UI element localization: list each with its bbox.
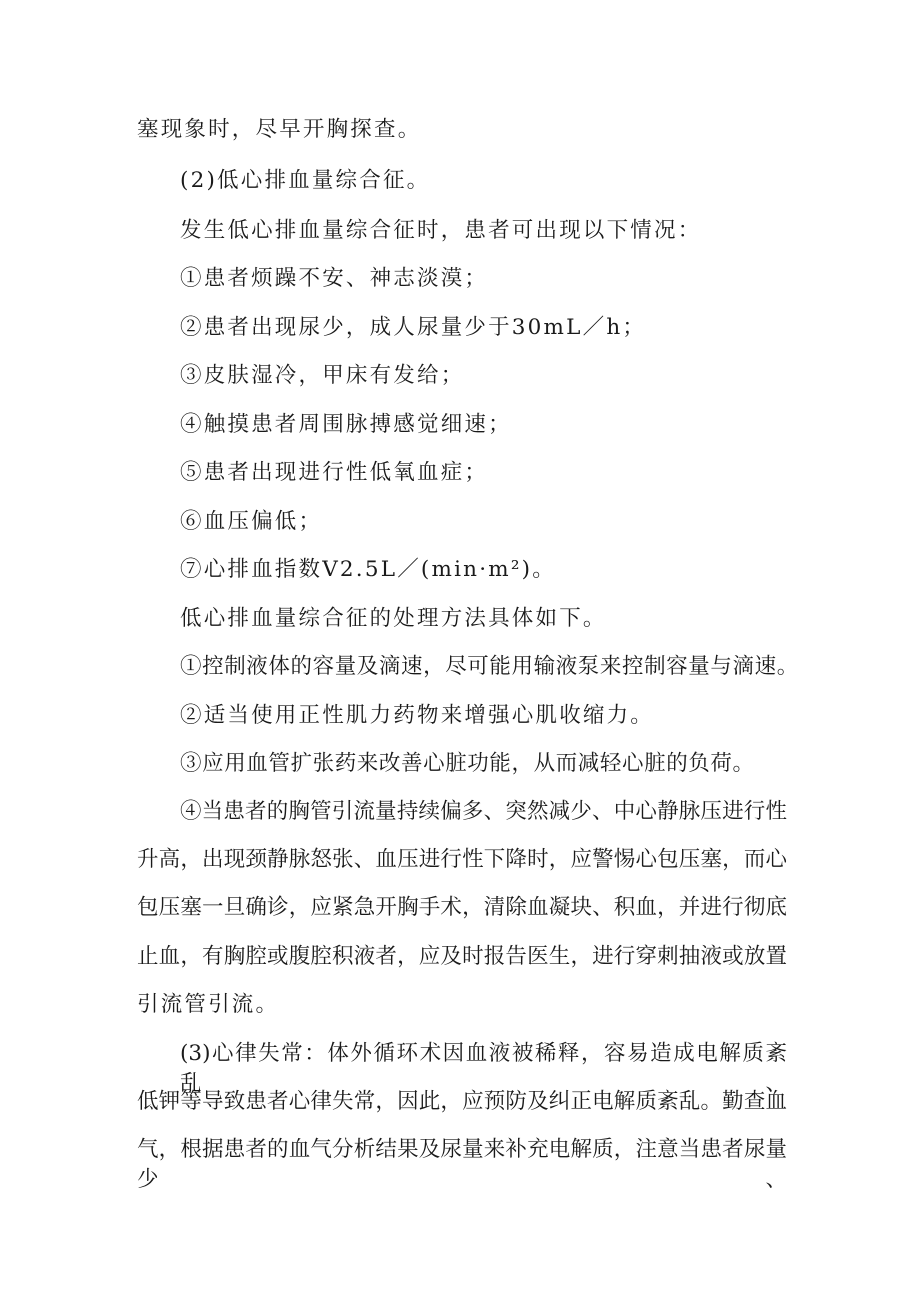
list-item: ②患者出现尿少，成人尿量少于30mL／h； bbox=[180, 315, 647, 340]
text-line: 升高，出现颈静脉怒张、血压进行性下降时，应警惕心包压塞，而心 bbox=[137, 847, 787, 872]
text-line: 低钾等导致患者心律失常，因此，应预防及纠正电解质紊乱。勤查血 bbox=[137, 1089, 787, 1114]
text-line: 引流管引流。 bbox=[137, 992, 280, 1017]
list-item: ①患者烦躁不安、神志淡漠； bbox=[180, 266, 489, 291]
list-item: ⑤患者出现进行性低氧血症； bbox=[180, 460, 489, 485]
list-item: ④触摸患者周围脉搏感觉细速； bbox=[180, 412, 512, 437]
list-item: ③应用血管扩张药来改善心脏功能，从而减轻心脏的负荷。 bbox=[180, 751, 755, 776]
list-item: ②适当使用正性肌力药物来增强心肌收缩力。 bbox=[180, 703, 655, 728]
text-line: 发生低心排血量综合征时，患者可出现以下情况： bbox=[180, 218, 702, 243]
list-item: ⑦心排血指数V2.5L／(min·m²)。 bbox=[180, 557, 556, 582]
text-line: 止血，有胸腔或腹腔积液者，应及时报告医生，进行穿刺抽液或放置 bbox=[137, 944, 787, 969]
list-item: ⑥血压偏低； bbox=[180, 509, 323, 534]
text-line: 气，根据患者的血气分析结果及尿量来补充电解质，注意当患者尿量少、 bbox=[137, 1137, 787, 1192]
section-heading: (2)低心排血量综合征。 bbox=[180, 168, 431, 193]
section-heading: (3)心律失常：体外循环术因血液被稀释，容易造成电解质紊乱、 bbox=[180, 1041, 787, 1096]
text-line: 塞现象时，尽早开胸探查。 bbox=[137, 117, 422, 142]
list-item: ③皮肤湿冷，甲床有发给； bbox=[180, 363, 465, 388]
text-line: 包压塞一旦确诊，应紧急开胸手术，清除血凝块、积血，并进行彻底 bbox=[137, 895, 787, 920]
list-item: ④当患者的胸管引流量持续偏多、突然减少、中心静脉压进行性 bbox=[180, 799, 787, 824]
text-line: 低心排血量综合征的处理方法具体如下。 bbox=[180, 606, 607, 631]
list-item: ①控制液体的容量及滴速，尽可能用输液泵来控制容量与滴速。 bbox=[180, 654, 799, 679]
